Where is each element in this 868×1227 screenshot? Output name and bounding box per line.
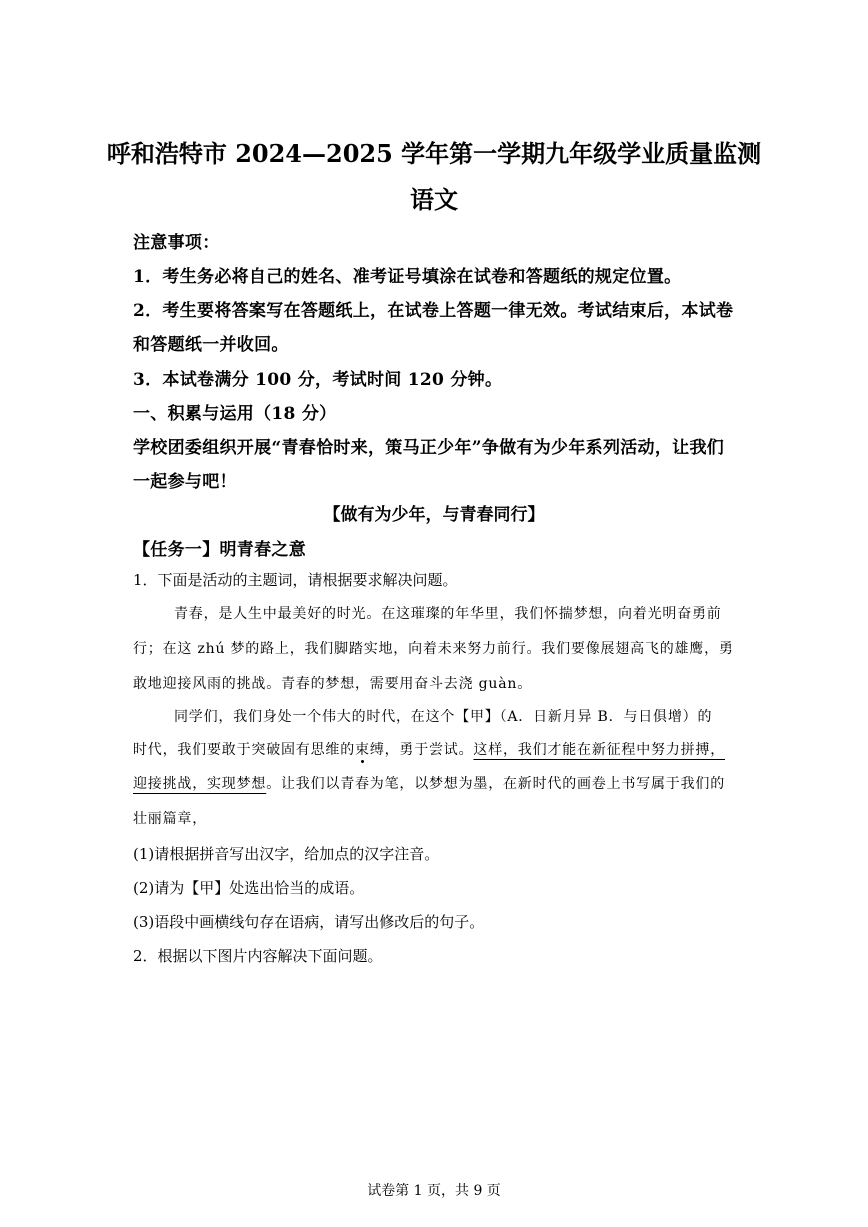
- dotted-character: 束: [355, 742, 370, 758]
- notes-item-2-line1: 2．考生要将答案写在答题纸上，在试卷上答题一律无效。考试结束后，本试卷: [133, 301, 734, 321]
- passage-p2-line2: [133, 739, 725, 759]
- subject-title: 语文: [410, 185, 458, 214]
- notes-heading: 注意事项：: [133, 233, 220, 253]
- question-1-sub-3: (3)语段中画横线句存在语病，请写出修改后的句子。: [133, 913, 485, 931]
- question-1-sub-1: (1)请根据拼音写出汉字，给加点的汉字注音。: [133, 845, 440, 863]
- notes-item-2-line2: 和答题纸一并收回。: [133, 335, 289, 355]
- passage-p2-line2-start: 时代，我们要敢于突破固有思维的: [133, 742, 355, 758]
- theme-heading: 【做有为少年，与青春同行】: [323, 505, 545, 525]
- passage-p1-line3: 敢地迎接风雨的挑战。青春的梦想，需要用奋斗去浇 guàn。: [133, 676, 532, 692]
- notes-item-1: 1．考生务必将自己的姓名、准考证号填涂在试卷和答题纸的规定位置。: [133, 267, 682, 287]
- question-1-sub-2: (2)请为【甲】处选出恰当的成语。: [133, 879, 365, 897]
- section-intro-line2: 一起参与吧！: [133, 472, 237, 492]
- question-2-stem: 2．根据以下图片内容解决下面问题。: [133, 947, 383, 965]
- exam-title: 呼和浩特市 2024—2025 学年第一学期九年级学业质量监测: [106, 139, 762, 168]
- section-heading: 一、积累与运用（18 分）: [133, 404, 337, 424]
- passage-p2-line1: 同学们，我们身处一个伟大的时代，在这个【甲】（A．日新月异 B．与日俱增）的: [174, 709, 713, 725]
- section-intro-line1: 学校团委组织开展“青春恰时来，策马正少年”争做有为少年系列活动，让我们: [133, 438, 725, 458]
- page-footer: 试卷第 1 页，共 9 页: [367, 1183, 501, 1199]
- underlined-sentence-part1: 这样，我们才能在新征程中努力拼搏，: [473, 742, 726, 758]
- passage-p2-line4: 壮丽篇章，: [133, 811, 207, 827]
- passage-p2-line2-mid: 缚，勇于尝试。: [369, 742, 474, 758]
- notes-item-3: 3．本试卷满分 100 分，考试时间 120 分钟。: [133, 370, 503, 390]
- question-1-stem: 1．下面是活动的主题词，请根据要求解决问题。: [133, 571, 458, 589]
- passage-p2-line3-rest: 。让我们以青春为笔，以梦想为墨，在新时代的画卷上书写属于我们的: [266, 776, 726, 792]
- passage-p1-line2: 行；在这 zhú 梦的路上，我们脚踏实地，向着未来努力前行。我们要像展翅高飞的雄鹰，勇: [133, 641, 734, 657]
- underlined-sentence-part2: 迎接挑战，实现梦想: [133, 776, 267, 792]
- passage-p1-line1: 青春，是人生中最美好的时光。在这璀璨的年华里，我们怀揣梦想，向着光明奋勇前: [174, 606, 722, 622]
- task-heading: 【任务一】明青春之意: [133, 540, 306, 560]
- passage-p2-line3: [133, 773, 725, 793]
